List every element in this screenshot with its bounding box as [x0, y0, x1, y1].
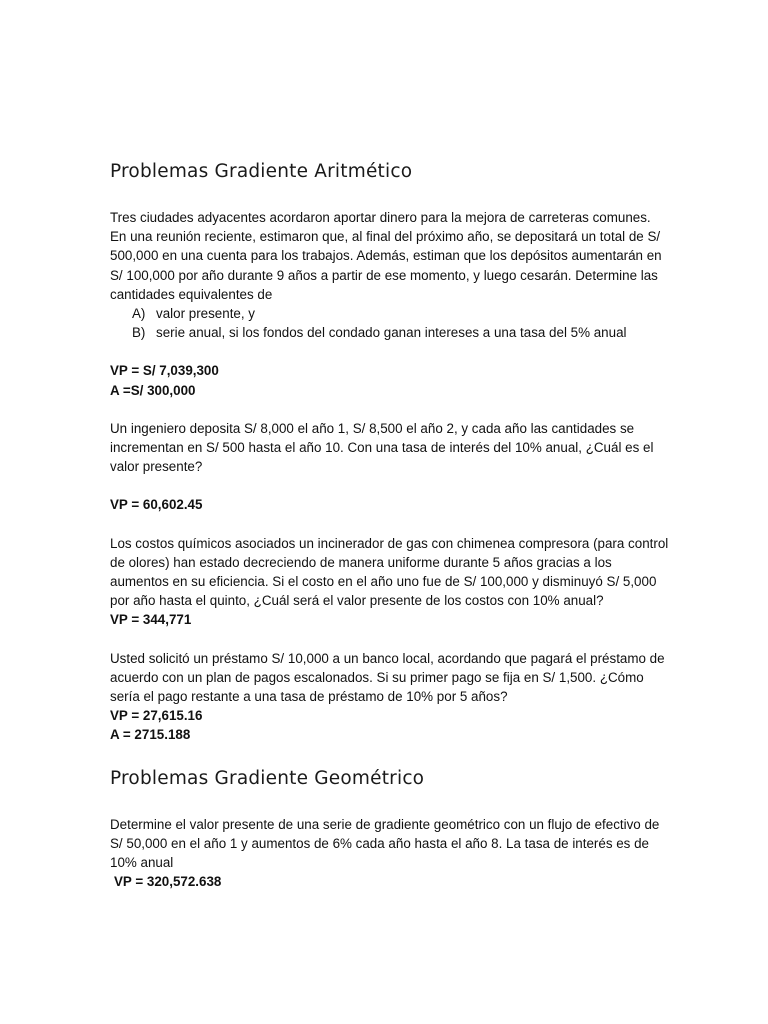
list-marker: B)	[132, 325, 146, 341]
problem-3-answer-vp: VP = 344,771	[110, 612, 192, 628]
list-item-text: serie anual, si los fondos del condado ganan intereses a una tasa del 5% anual	[156, 325, 627, 341]
problem-1-text: Tres ciudades adyacentes acordaron aportar dinero para la mejora de carreteras comunes. En una reunión reciente, estimaron que, al final del próximo año, se depositará un total de S/ 500,000 en una cuenta para los trabajos. Además, estiman que los depósitos aumentarán en S/ 100,000 por año durante 9 años a partir de ese momento, y luego cesarán. Determine las cantidades equivalentes de	[110, 210, 662, 302]
list-marker: A)	[132, 306, 146, 322]
problem-1-options	[110, 304, 670, 342]
problem-5-text: Determine el valor presente de una serie de gradiente geométrico con un flujo de efectivo de S/ 50,000 en el año 1 y aumentos de 6% cada año hasta el año 8. La tasa de interés es de 10% anual	[110, 816, 660, 871]
problem-1-answer-a: A =S/ 300,000	[110, 382, 196, 398]
section-title-arithmetic: Problemas Gradiente Aritmético	[110, 161, 413, 182]
list-item	[110, 304, 670, 323]
problem-2-text: Un ingeniero deposita S/ 8,000 el año 1, S/ 8,500 el año 2, y cada año las cantidades se incrementan en S/ 500 hasta el año 10. Con una tasa de interés del 10% anual, ¿Cuál es el valor presente?	[110, 420, 654, 475]
problem-4-text: Usted solicitó un préstamo S/ 10,000 a un banco local, acordando que pagará el préstamo de acuerdo con un plan de pagos escalonados. Si su primer pago se fija en S/ 1,500. ¿Cómo sería el pago restante a una tasa de préstamo de 10% por 5 años?	[110, 650, 665, 705]
problem-5-answer-vp: VP = 320,572.638	[114, 874, 222, 890]
section-title-geometric: Problemas Gradiente Geométrico	[110, 767, 425, 789]
problem-3-text: Los costos químicos asociados un incinerador de gas con chimenea compresora (para control de olores) han estado decreciendo de manera uniforme durante 5 años gracias a los aumentos en su eficiencia. Si el costo en el año uno fue de S/ 100,000 y disminuyó S/ 5,000 por año hasta el quinto, ¿Cuál será el valor presente de los costos con 10% anual?	[110, 535, 669, 609]
list-item	[110, 323, 670, 342]
problem-2-answer-vp: VP = 60,602.45	[110, 497, 203, 513]
problem-4-answer-vp: VP = 27,615.16	[110, 708, 203, 724]
document-page	[110, 158, 670, 891]
problem-1-answer-vp: VP = S/ 7,039,300	[110, 363, 219, 379]
problem-4-answer-a: A = 2715.188	[110, 727, 191, 743]
list-item-text: valor presente, y	[156, 306, 255, 322]
